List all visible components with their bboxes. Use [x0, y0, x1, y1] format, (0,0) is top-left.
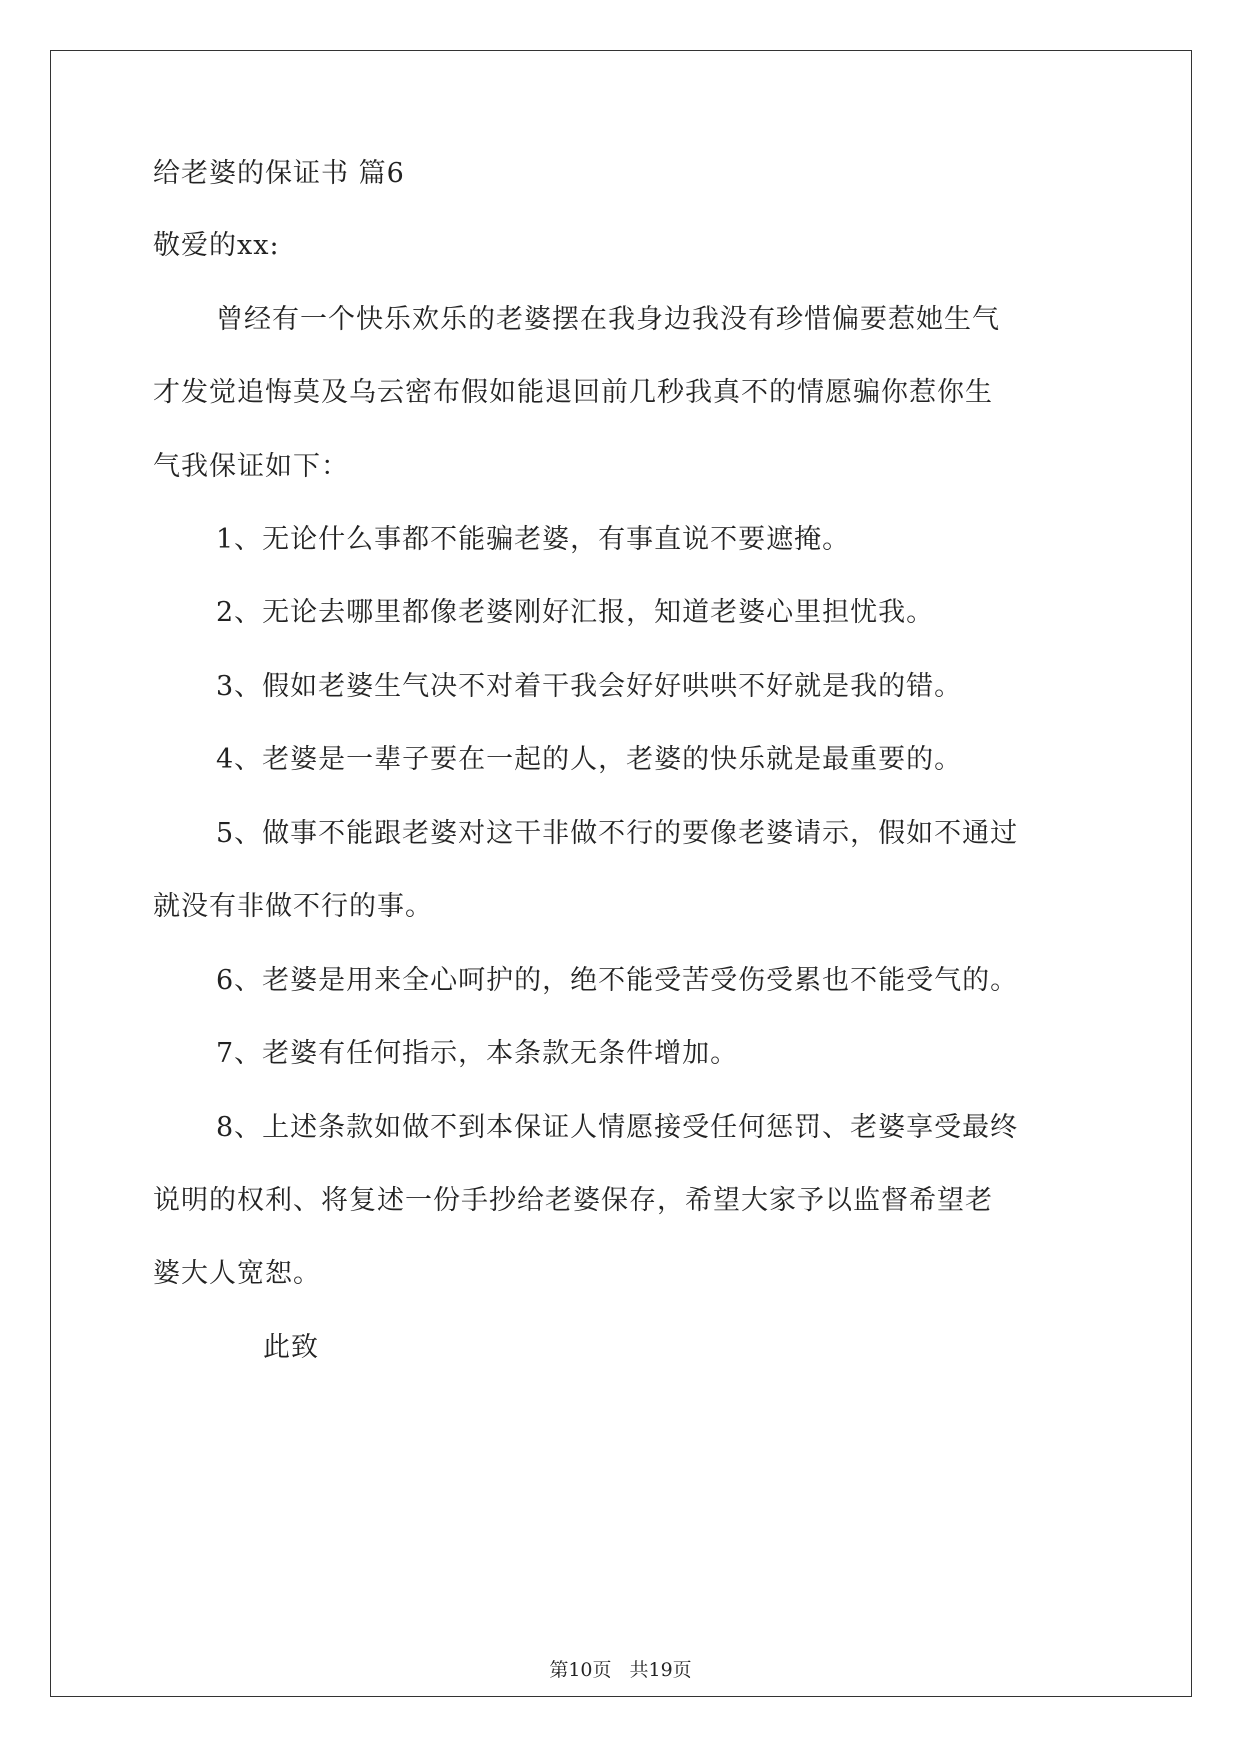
- paragraph-line: 才发觉追悔莫及乌云密布假如能退回前几秒我真不的情愿骗你惹你生: [153, 377, 993, 408]
- pledge-item-4: 4、老婆是一辈子要在一起的人，老婆的快乐就是最重要的。: [216, 744, 963, 775]
- paragraph-line: 气我保证如下：: [153, 451, 349, 482]
- paragraph-line: 曾经有一个快乐欢乐的老婆摆在我身边我没有珍惜偏要惹她生气: [216, 304, 1000, 335]
- pledge-item-6: 6、老婆是用来全心呵护的，绝不能受苦受伤受累也不能受气的。: [216, 965, 1019, 996]
- pledge-item-5-cont: 就没有非做不行的事。: [153, 891, 433, 922]
- pledge-item-8-cont: 说明的权利、将复述一份手抄给老婆保存，希望大家予以监督希望老: [153, 1185, 993, 1216]
- page-footer: [0, 1658, 1241, 1682]
- pledge-item-8: 8、上述条款如做不到本保证人情愿接受任何惩罚、老婆享受最终: [216, 1112, 1019, 1143]
- pledge-item-8-cont: 婆大人宽恕。: [153, 1258, 321, 1289]
- closing: 此致: [263, 1332, 319, 1363]
- pledge-item-1: 1、无论什么事都不能骗老婆，有事直说不要遮掩。: [216, 524, 851, 555]
- salutation: 敬爱的xx:: [153, 230, 280, 261]
- pledge-item-2: 2、无论去哪里都像老婆刚好汇报，知道老婆心里担忧我。: [216, 597, 935, 628]
- pledge-item-7: 7、老婆有任何指示，本条款无条件增加。: [216, 1038, 739, 1069]
- document-title: 给老婆的保证书 篇6: [153, 158, 405, 189]
- page-number-total: 共19页: [629, 1659, 692, 1681]
- page-border: [50, 50, 1192, 1697]
- pledge-item-3: 3、假如老婆生气决不对着干我会好好哄哄不好就是我的错。: [216, 671, 963, 702]
- page-number-current: 第10页: [549, 1659, 612, 1681]
- pledge-item-5: 5、做事不能跟老婆对这干非做不行的要像老婆请示，假如不通过: [216, 818, 1019, 849]
